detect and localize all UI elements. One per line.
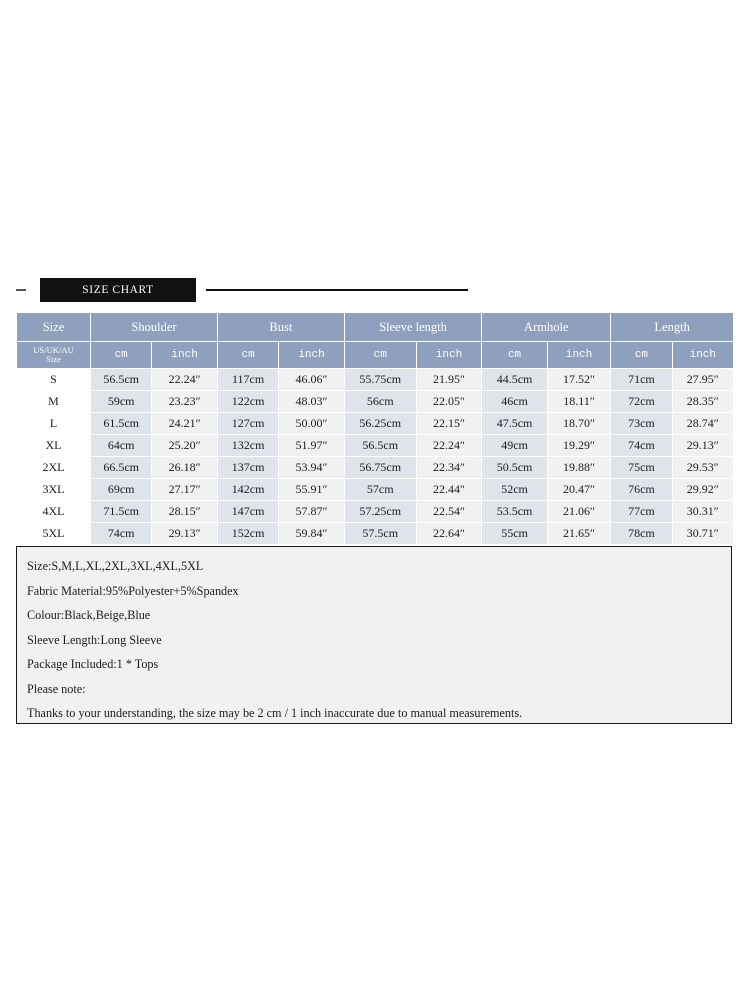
cell-shoulder-inch: 23.23″ bbox=[152, 391, 218, 413]
table-row bbox=[17, 523, 734, 545]
table-unit-header-row bbox=[17, 342, 734, 369]
table-row bbox=[17, 435, 734, 457]
cell-sleeve-inch: 22.34″ bbox=[416, 457, 482, 479]
cell-length-inch: 29.92″ bbox=[672, 479, 733, 501]
cell-sleeve-cm: 55.75cm bbox=[344, 369, 416, 391]
banner-title: SIZE CHART bbox=[82, 284, 154, 296]
cell-shoulder-cm: 69cm bbox=[91, 479, 152, 501]
cell-length-inch: 30.31″ bbox=[672, 501, 733, 523]
cell-shoulder-cm: 64cm bbox=[91, 435, 152, 457]
cell-shoulder-cm: 59cm bbox=[91, 391, 152, 413]
cell-sleeve-inch: 22.54″ bbox=[416, 501, 482, 523]
cell-sleeve-cm: 56.5cm bbox=[344, 435, 416, 457]
cell-sleeve-cm: 57cm bbox=[344, 479, 416, 501]
note-line: Thanks to your understanding, the size may be 2 cm / 1 inch inaccurate due to manual measurements. bbox=[27, 706, 523, 721]
table-row bbox=[17, 501, 734, 523]
cell-armhole-inch: 21.06″ bbox=[547, 501, 610, 523]
cell-bust-cm: 147cm bbox=[217, 501, 278, 523]
cell-armhole-cm: 46cm bbox=[482, 391, 548, 413]
cell-bust-cm: 127cm bbox=[217, 413, 278, 435]
cell-bust-cm: 152cm bbox=[217, 523, 278, 545]
cell-bust-cm: 137cm bbox=[217, 457, 278, 479]
cell-sleeve-inch: 22.64″ bbox=[416, 523, 482, 545]
cell-armhole-inch: 18.70″ bbox=[547, 413, 610, 435]
cell-bust-inch: 51.97″ bbox=[279, 435, 345, 457]
note-line: Fabric Material:95%Polyester+5%Spandex bbox=[27, 583, 239, 598]
size-chart-table-wrap bbox=[16, 312, 734, 545]
cell-length-cm: 75cm bbox=[611, 457, 672, 479]
cell-length-cm: 73cm bbox=[611, 413, 672, 435]
cell-bust-inch: 57.87″ bbox=[279, 501, 345, 523]
cell-size: M bbox=[17, 391, 91, 413]
table-row bbox=[17, 457, 734, 479]
size-chart-table bbox=[16, 312, 734, 545]
note-line: Colour:Black,Beige,Blue bbox=[27, 608, 151, 623]
column-header-armhole: Armhole bbox=[482, 313, 611, 342]
cell-armhole-cm: 47.5cm bbox=[482, 413, 548, 435]
cell-bust-inch: 53.94″ bbox=[279, 457, 345, 479]
cell-shoulder-inch: 24.21″ bbox=[152, 413, 218, 435]
cell-armhole-cm: 49cm bbox=[482, 435, 548, 457]
note-line: Package Included:1 * Tops bbox=[27, 657, 159, 672]
unit-header-shoulder-inch: inch bbox=[152, 342, 218, 369]
cell-armhole-cm: 53.5cm bbox=[482, 501, 548, 523]
unit-header-armhole-cm: cm bbox=[482, 342, 548, 369]
cell-length-inch: 27.95″ bbox=[672, 369, 733, 391]
cell-armhole-cm: 55cm bbox=[482, 523, 548, 545]
cell-shoulder-inch: 22.24″ bbox=[152, 369, 218, 391]
cell-armhole-inch: 18.11″ bbox=[547, 391, 610, 413]
unit-header-sleeve-cm: cm bbox=[344, 342, 416, 369]
cell-armhole-inch: 21.65″ bbox=[547, 523, 610, 545]
cell-sleeve-cm: 57.5cm bbox=[344, 523, 416, 545]
cell-shoulder-cm: 71.5cm bbox=[91, 501, 152, 523]
note-line: Sleeve Length:Long Sleeve bbox=[27, 632, 162, 647]
cell-length-cm: 77cm bbox=[611, 501, 672, 523]
cell-sleeve-inch: 22.24″ bbox=[416, 435, 482, 457]
cell-shoulder-inch: 29.13″ bbox=[152, 523, 218, 545]
note-line: Please note: bbox=[27, 681, 86, 696]
size-region-line-1: US/UK/AU bbox=[33, 344, 74, 355]
cell-bust-inch: 55.91″ bbox=[279, 479, 345, 501]
unit-header-length-cm: cm bbox=[611, 342, 672, 369]
cell-armhole-inch: 19.88″ bbox=[547, 457, 610, 479]
cell-armhole-inch: 17.52″ bbox=[547, 369, 610, 391]
cell-bust-cm: 122cm bbox=[217, 391, 278, 413]
banner-ghost-text: · · · · · · · · · · · · bbox=[202, 278, 427, 288]
cell-size: 3XL bbox=[17, 479, 91, 501]
cell-length-inch: 29.53″ bbox=[672, 457, 733, 479]
cell-armhole-inch: 20.47″ bbox=[547, 479, 610, 501]
column-header-sleeve-length: Sleeve length bbox=[344, 313, 481, 342]
banner-left-dash bbox=[16, 289, 26, 291]
column-header-bust: Bust bbox=[217, 313, 344, 342]
cell-length-inch: 29.13″ bbox=[672, 435, 733, 457]
cell-bust-cm: 142cm bbox=[217, 479, 278, 501]
table-group-header-row bbox=[17, 313, 734, 342]
size-region-line-2: Size bbox=[46, 354, 61, 364]
cell-bust-cm: 117cm bbox=[217, 369, 278, 391]
cell-shoulder-cm: 61.5cm bbox=[91, 413, 152, 435]
cell-length-cm: 76cm bbox=[611, 479, 672, 501]
chart-banner bbox=[16, 278, 734, 302]
cell-shoulder-cm: 56.5cm bbox=[91, 369, 152, 391]
column-header-length: Length bbox=[611, 313, 734, 342]
cell-size: XL bbox=[17, 435, 91, 457]
cell-sleeve-cm: 56.25cm bbox=[344, 413, 416, 435]
cell-shoulder-cm: 74cm bbox=[91, 523, 152, 545]
note-line: Size:S,M,L,XL,2XL,3XL,4XL,5XL bbox=[27, 559, 204, 573]
unit-header-armhole-inch: inch bbox=[547, 342, 610, 369]
cell-size: 2XL bbox=[17, 457, 91, 479]
unit-header-sleeve-inch: inch bbox=[416, 342, 482, 369]
product-notes-panel bbox=[16, 546, 732, 724]
cell-length-cm: 74cm bbox=[611, 435, 672, 457]
cell-shoulder-cm: 66.5cm bbox=[91, 457, 152, 479]
cell-shoulder-inch: 27.17″ bbox=[152, 479, 218, 501]
unit-header-bust-cm: cm bbox=[217, 342, 278, 369]
cell-shoulder-inch: 28.15″ bbox=[152, 501, 218, 523]
cell-length-cm: 72cm bbox=[611, 391, 672, 413]
cell-armhole-cm: 44.5cm bbox=[482, 369, 548, 391]
cell-size: S bbox=[17, 369, 91, 391]
table-row bbox=[17, 369, 734, 391]
cell-size: L bbox=[17, 413, 91, 435]
cell-bust-inch: 59.84″ bbox=[279, 523, 345, 545]
cell-bust-inch: 50.00″ bbox=[279, 413, 345, 435]
cell-size: 4XL bbox=[17, 501, 91, 523]
cell-length-inch: 30.71″ bbox=[672, 523, 733, 545]
table-row bbox=[17, 479, 734, 501]
cell-shoulder-inch: 25.20″ bbox=[152, 435, 218, 457]
column-header-size-region bbox=[17, 342, 91, 369]
cell-bust-cm: 132cm bbox=[217, 435, 278, 457]
table-row bbox=[17, 391, 734, 413]
cell-armhole-cm: 50.5cm bbox=[482, 457, 548, 479]
cell-sleeve-inch: 21.95″ bbox=[416, 369, 482, 391]
cell-length-cm: 78cm bbox=[611, 523, 672, 545]
cell-length-inch: 28.35″ bbox=[672, 391, 733, 413]
unit-header-length-inch: inch bbox=[672, 342, 733, 369]
cell-length-inch: 28.74″ bbox=[672, 413, 733, 435]
cell-sleeve-cm: 57.25cm bbox=[344, 501, 416, 523]
table-row bbox=[17, 413, 734, 435]
cell-armhole-inch: 19.29″ bbox=[547, 435, 610, 457]
column-header-size: Size bbox=[17, 313, 91, 342]
cell-sleeve-inch: 22.15″ bbox=[416, 413, 482, 435]
cell-sleeve-cm: 56cm bbox=[344, 391, 416, 413]
banner-right-rule bbox=[206, 289, 468, 291]
cell-sleeve-inch: 22.05″ bbox=[416, 391, 482, 413]
cell-bust-inch: 46.06″ bbox=[279, 369, 345, 391]
cell-sleeve-cm: 56.75cm bbox=[344, 457, 416, 479]
cell-size: 5XL bbox=[17, 523, 91, 545]
cell-length-cm: 71cm bbox=[611, 369, 672, 391]
cell-bust-inch: 48.03″ bbox=[279, 391, 345, 413]
unit-header-bust-inch: inch bbox=[279, 342, 345, 369]
cell-armhole-cm: 52cm bbox=[482, 479, 548, 501]
banner-title-box bbox=[40, 278, 196, 302]
cell-sleeve-inch: 22.44″ bbox=[416, 479, 482, 501]
column-header-shoulder: Shoulder bbox=[91, 313, 218, 342]
unit-header-shoulder-cm: cm bbox=[91, 342, 152, 369]
cell-shoulder-inch: 26.18″ bbox=[152, 457, 218, 479]
